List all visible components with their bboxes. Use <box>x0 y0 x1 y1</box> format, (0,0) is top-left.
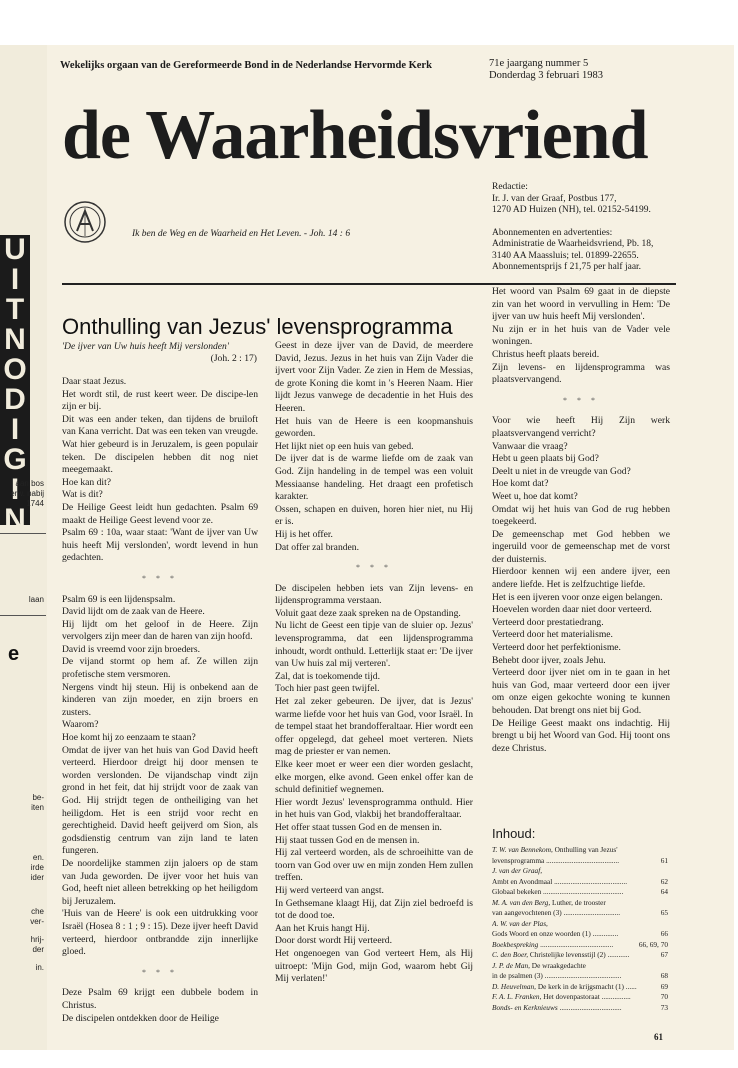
toc-entry <box>492 919 668 929</box>
paragraph: Deze Psalm 69 krijgt een dubbele bodem in Christus. <box>62 987 258 1011</box>
strip-text-4 <box>2 853 44 883</box>
toc-author: J. P. de Man, <box>492 960 530 970</box>
paragraph: Voor wie heeft Hij Zijn werk plaatsvervangend verricht? <box>492 415 670 439</box>
paragraph: Door dorst wordt Hij verteerd. <box>275 935 392 947</box>
paragraph: Verteerd door ijver niet om in te gaan in het huis van God, maar verteerd door een ijver om onze eigen gekochte woning te kunnen behouden. Dat brengt ons niet bij God. <box>492 667 670 716</box>
paragraph: Nu licht de Geest een tipje van de sluier op. Jezus' levensprogramma, dat een lijdensprogramma inhoudt, wordt onthuld. Letterlijk staat er: 'De ijver van Uw huis zal mij verteren'. <box>275 620 473 670</box>
toc-author: M. A. van den Berg, <box>492 897 551 907</box>
paragraph: Hoe kan dit? <box>62 476 112 488</box>
toc-page <box>666 866 668 876</box>
strip-text-2 <box>2 595 44 605</box>
toc-author: A. W. van der Plas, <box>492 918 548 928</box>
paragraph: Toch hier past geen twijfel. <box>275 683 380 695</box>
paragraph: Verteerd door het materialisme. <box>492 629 613 641</box>
toc-page <box>666 845 668 855</box>
toc-page <box>666 898 668 908</box>
paragraph: Daar staat Jezus. <box>62 376 127 387</box>
redaction-line: Ir. J. van der Graaf, Postbus 177, <box>492 193 617 204</box>
strip-line: iten <box>31 803 44 812</box>
organ-line: Wekelijks orgaan van de Gereformeerde Bond in de Nederlandse Hervormde Kerk <box>60 60 432 71</box>
toc-entry <box>492 1003 668 1013</box>
toc-page: 61 <box>660 855 668 865</box>
strip-line: erw. nabij <box>10 489 44 498</box>
paragraph: David lijdt om de zaak van de Heere. <box>62 606 205 618</box>
banner-letter: I <box>10 413 20 446</box>
section-separator: * * * <box>142 573 178 583</box>
toc-entry <box>492 929 668 939</box>
paragraph: Hij zal verteerd worden, als de schroeihitte van de toorn van God over uw en mijn zonden Hem zullen treffen. <box>275 847 473 884</box>
paragraph: Christus heeft plaats bereid. <box>492 348 600 360</box>
toc-title-text: Luther, de trooster <box>552 897 606 907</box>
strip-line: irde <box>30 863 44 872</box>
banner-letter: G <box>3 443 27 476</box>
strip-line: ver- <box>30 917 44 926</box>
paragraph: Het huis van de Heere is een koopmanshuis geworden. <box>275 415 473 440</box>
toc-entry <box>492 961 668 971</box>
toc-entry-text <box>492 940 637 950</box>
header-rule <box>62 283 676 285</box>
toc-author: Bonds- en Kerknieuws <box>492 1002 558 1012</box>
toc-title-text: Onthulling van Jezus' <box>554 845 618 854</box>
toc-entry-text <box>492 961 666 971</box>
toc-page: 65 <box>660 908 668 917</box>
toc-entry <box>492 982 668 992</box>
toc-entry-text <box>492 908 659 918</box>
toc-entry <box>492 950 668 960</box>
toc-author: T. W. van Bennekom, <box>492 845 553 854</box>
toc-page <box>666 961 668 971</box>
toc-page: 64 <box>660 887 668 896</box>
toc-title-text: Het dovenpastoraat ................ <box>543 992 631 1001</box>
paragraph: Weet u, hoe dat komt? <box>492 490 578 502</box>
toc-title-text: De kerk in de krijgsmacht (1) ...... <box>537 981 637 991</box>
paragraph: Ossen, schapen en duiven, horen hier niet, nu Hij er is. <box>275 503 473 528</box>
toc-entry-text <box>492 929 659 939</box>
toc-entry <box>492 908 668 918</box>
toc-page: 68 <box>660 971 668 980</box>
strip-line: der <box>32 945 44 954</box>
toc-page: 67 <box>660 950 668 959</box>
strip-line: 1744 <box>26 499 44 508</box>
article-quote <box>62 341 257 365</box>
paragraph: Het zal zeker gebeuren. De ijver, dat is Jezus' warme liefde voor het huis van God, voor Israël. In de tempel staat het brandofferaltaar. Hier wordt een offer opgelegd, dat geheel moet verteren. Niets mag de priester er van nemen. <box>275 696 473 758</box>
paragraph: Voluit gaat deze zaak spreken na de Opstanding. <box>275 607 461 619</box>
paragraph: Zijn levens- en lijdensprogramma was plaatsvervangend. <box>492 361 670 386</box>
paragraph: 'Huis van de Heere' is ook een uitdrukking voor Israël (Hosea 8 : 1 ; 9 : 15). Deze ijver heeft David verteerd, hierdoor ontbrandde zijn innerlijke gloed. <box>62 908 258 958</box>
left-page-strip <box>0 45 48 1050</box>
paragraph: Behebt door ijver, zoals Jehu. <box>492 654 606 666</box>
toc-author: J. van der Graaf, <box>492 866 543 875</box>
paragraph: David is vreemd voor zijn broeders. <box>62 643 201 655</box>
redaction-line: Redactie: <box>492 182 528 192</box>
paragraph: Het offer staat tussen God en de mensen in. <box>275 821 442 833</box>
toc-page: 70 <box>660 992 668 1001</box>
article-headline: Onthulling van Jezus' levensprogramma <box>62 314 453 339</box>
toc-title-text: ........................................ <box>540 939 614 949</box>
toc-page: 62 <box>660 876 668 886</box>
paragraph: Hierdoor kennen wij een andere ijver, een andere liefde. Het is zelfzuchtige liefde. <box>492 566 670 591</box>
paragraph: Hier wordt Jezus' levensprogramma onthuld. Hier in het huis van God, vlakbij het brandofferaltaar. <box>275 796 473 821</box>
toc-author: C. den Boer, <box>492 950 529 959</box>
paragraph: Het wordt stil, de rust keert weer. De discipe-len zijn er bij. <box>62 388 258 413</box>
paragraph: Verteerd door prestatiedrang. <box>492 616 604 628</box>
masthead-title: de Waarheidsvriend <box>62 97 648 174</box>
strip-text-5 <box>2 907 44 927</box>
redaction-line: Abonnementsprijs f 21,75 per half jaar. <box>492 262 642 272</box>
paragraph: Verteerd door het perfektionisme. <box>492 642 621 654</box>
toc-page: 66 <box>660 929 668 938</box>
paragraph: De vijand stormt op hem af. Ze willen zijn profetische stem versmoren. <box>62 656 258 681</box>
toc-title-text: in de psalmen (3) .......................................... <box>492 971 622 980</box>
toc-author: F. A. L. Franken, <box>492 992 542 1001</box>
paragraph: Hebt u geen plaats bij God? <box>492 453 599 465</box>
banner-letter: D <box>4 383 26 416</box>
paragraph: De discipelen ontdekken door de Heilige <box>62 1012 219 1024</box>
toc-entry-text <box>492 845 666 855</box>
toc-title-text: .................................. <box>559 1002 622 1012</box>
section-separator: * * * <box>356 563 392 573</box>
section-separator: * * * <box>142 967 178 977</box>
toc-entry-text <box>492 982 659 992</box>
table-of-contents <box>492 826 668 1013</box>
toc-title-text: Globaal bekeken ............................................ <box>492 887 624 896</box>
toc-page: 69 <box>660 981 668 991</box>
toc-title-text: van aangevochtenen (3) ............................... <box>492 908 621 917</box>
strip-text-6 <box>2 935 44 955</box>
paragraph: Nu zijn er in het huis van de Vader vele woningen. <box>492 323 670 348</box>
strip-line: in. <box>35 963 44 972</box>
paragraph: Dit was een ander teken, dan tijdens de bruiloft van Kana verricht. Dat was een teken van vreugde. Wat hier gebeurd is in Jeruzalem, is geen populair teken. De discipelen hebben dit nog niet meegemaakt. <box>62 413 258 476</box>
paragraph: Het is een ijveren voor onze eigen belangen. <box>492 591 663 603</box>
toc-entry-text <box>492 950 659 960</box>
paragraph: Geest in deze ijver van de David, de meerdere David, Jezus. Jezus in het huis van Zijn Vader die ijvert voor Zijn Vader. Ze zien in Hem de Messias, de grote Koning die komt in 's Heeren Naam. Hier lijdt Jezus vanwege de decadentie in het Huis des Heeren. <box>275 340 473 414</box>
banner-letter: U <box>4 233 26 266</box>
quote-text: 'De ijver van Uw huis heeft Mij verslonden' <box>62 341 229 352</box>
paragraph: Aan het Kruis hangt Hij. <box>275 922 370 934</box>
strip-text-1 <box>2 479 44 509</box>
volume-number: 71e jaargang nummer 5 <box>489 58 589 69</box>
paragraph: Het woord van Psalm 69 gaat in de diepste zin van het woord in vervulling in Hem: 'De ijver van uw huis heeft Mij verslonden'. <box>492 286 670 323</box>
toc-author: Boekbespreking <box>492 939 539 949</box>
paragraph: Dat offer zal branden. <box>275 541 359 553</box>
redaction-line: Abonnementen en advertenties: <box>492 227 613 238</box>
paragraph: De discipelen hebben iets van Zijn levens- en lijdensprogramma verstaan. <box>275 582 473 607</box>
paragraph: Psalm 69 is een lijdenspsalm. <box>62 593 176 605</box>
toc-entry <box>492 898 668 908</box>
strip-line: ider <box>30 873 44 882</box>
article-column-3 <box>492 286 670 755</box>
paragraph: Hij lijdt om het geloof in de Heere. Zijn vervolgers zijn meer dan de haren van zijn hoofd. <box>62 618 258 643</box>
toc-entry <box>492 940 668 950</box>
redaction-info <box>492 182 653 274</box>
toc-entry-text <box>492 898 666 908</box>
masthead-motto: Ik ben de Weg en de Waarheid en Het Leven. - Joh. 14 : 6 <box>132 229 351 239</box>
paragraph: Hij werd verteerd van angst. <box>275 884 384 896</box>
paragraph: Hoe komt hij zo eenzaam te staan? <box>62 732 196 744</box>
toc-page: 66, 69, 70 <box>638 939 668 949</box>
paragraph: Waarom? <box>62 719 99 731</box>
toc-entry-text <box>492 877 659 887</box>
strip-divider <box>0 533 46 534</box>
redaction-line: 3140 AA Maassluis; tel. 01899-22655. <box>492 250 639 261</box>
quote-reference: (Joh. 2 : 17) <box>210 353 257 364</box>
toc-entry <box>492 887 668 897</box>
issue-info <box>489 58 603 82</box>
toc-entry-text <box>492 919 666 929</box>
redaction-line: 1270 AD Huizen (NH), tel. 02152-54199. <box>492 205 651 215</box>
toc-entry <box>492 877 668 887</box>
church-emblem-icon <box>63 200 107 244</box>
toc-entry-text <box>492 971 659 981</box>
paragraph: De ijver dat is de warme liefde om de zaak van God. Zijn handeling in de tempel was een voluit Messiaanse handeling. Het draagt een profetisch karakter. <box>275 453 473 503</box>
toc-author: D. Heuvelman, <box>492 981 536 991</box>
paragraph: Hoevelen worden daar niet door verteerd. <box>492 604 652 616</box>
toc-page: 73 <box>660 1002 668 1012</box>
strip-line: hrij- <box>30 935 44 944</box>
toc-entry <box>492 845 668 855</box>
paragraph: In Gethsemane klaagt Hij, dat Zijn ziel bedroefd is tot de dood toe. <box>275 897 473 922</box>
strip-big-e: e <box>8 643 20 665</box>
paragraph: Omdat wij het huis van God de rug hebben toegekeerd. <box>492 503 670 528</box>
paragraph: Omdat de ijver van het huis van God David heeft verteerd. Hierdoor dreigt hij door mensen te worden verslonden. De vijandschap vindt zijn grond in het feit, dat hij strijdt voor de zaak van God. Hij strijdt tegen de ontheiliging van het heiligdom. Het is een strijd voor recht en gerechtigheid. David heeft geijverd om Sion, als godsdienstig centrum van zijn land te laten fungeren. <box>62 744 258 857</box>
banner-letter: N <box>4 503 26 536</box>
strip-text-3 <box>2 793 44 813</box>
strip-line: che <box>31 907 44 916</box>
paragraph: Hoe komt dat? <box>492 478 549 490</box>
paragraph: Het lijkt niet op een huis van gebed. <box>275 440 414 452</box>
paragraph: De noordelijke stammen zijn jaloers op de stam van Juda geworden. De ijver voor het huis van God, heeft niet alleen betrekking op het heiligdom bij Jeruzalem. <box>62 857 258 907</box>
toc-entry-text <box>492 1003 659 1013</box>
banner-letter: N <box>4 323 26 356</box>
paragraph: De Heilige Geest leidt hun gedachten. Psalm 69 maakt de Heilige Geest levend voor ze. <box>62 501 258 526</box>
toc-entry <box>492 992 668 1002</box>
banner-letter: T <box>5 293 25 326</box>
paragraph: De Heilige Geest maakt ons indachtig. Hij brengt u bij het Woord van God. Hij toont ons deze Christus. <box>492 717 670 754</box>
paragraph: Psalm 69 : 10a, waar staat: 'Want de ijver van Uw huis heeft Mij verslonden', wordt levend in hun gedachten. <box>62 527 258 564</box>
banner-letter: I <box>10 473 20 506</box>
redaction-line: Administratie de Waarheidsvriend, Pb. 18, <box>492 239 654 249</box>
issue-date: Donderdag 3 februari 1983 <box>489 70 604 81</box>
article-column-2 <box>275 340 473 986</box>
paragraph: Het ongenoegen van God verteert Hem, als Hij uitroept: 'Mijn God, mijn God, waarom hebt Gij Mij verlaten!' <box>275 947 473 985</box>
toc-title: Inhoud: <box>492 826 536 841</box>
paragraph: Wat is dit? <box>62 489 103 501</box>
toc-entry <box>492 971 668 981</box>
toc-entry <box>492 856 668 866</box>
strip-line: en. <box>32 853 44 862</box>
paragraph: Hij staat tussen God en de mensen in. <box>275 834 420 846</box>
strip-text-7 <box>2 963 44 973</box>
toc-title-text: Gods Woord en onze woorden (1) .............. <box>492 929 619 938</box>
paragraph: De gemeenschap met God hebben we ingeruild voor de gemeenschap met de vorst der duisternis. <box>492 528 670 565</box>
strip-line: laan <box>28 595 44 604</box>
paragraph: Hij is het offer. <box>275 528 333 540</box>
paragraph: Elke keer moet er weer een dier worden geslacht, elke morgen, elke avond. Geen enkel offer kan de schuld definitief wegnemen. <box>275 759 473 796</box>
toc-title-text: Christelijke levensstijl (2) ............ <box>529 950 630 959</box>
toc-entry <box>492 866 668 876</box>
strip-divider <box>0 615 46 616</box>
banner-letter: O <box>3 353 27 386</box>
toc-entry-text <box>492 856 659 866</box>
paragraph: Deelt u niet in de vreugde van God? <box>492 465 631 477</box>
toc-title-text: levensprogramma ........................................ <box>492 855 620 865</box>
toc-entry-text <box>492 866 666 876</box>
toc-entry-text <box>492 992 659 1002</box>
toc-entry-text <box>492 887 659 897</box>
redaction-spacer <box>492 217 653 228</box>
toc-title-text: De wraakgedachte <box>531 960 586 970</box>
strip-line: aan bos <box>15 479 44 488</box>
banner-letter: I <box>10 263 20 296</box>
article-column-1 <box>62 376 258 1025</box>
toc-page <box>666 919 668 929</box>
page-number: 61 <box>654 1032 663 1042</box>
toc-list <box>492 845 668 1012</box>
strip-line: be- <box>32 793 44 802</box>
toc-title-text: Ambt en Avondmaal ........................................ <box>492 876 628 886</box>
paragraph: Zal, dat is toekomende tijd. <box>275 670 380 682</box>
section-separator: * * * <box>563 395 599 405</box>
paragraph: Nergens vindt hij steun. Hij is onbekend aan de kinderen van zijn moeder, en zijn broers en zusters. <box>62 681 258 718</box>
paragraph: Vanwaar die vraag? <box>492 440 568 452</box>
